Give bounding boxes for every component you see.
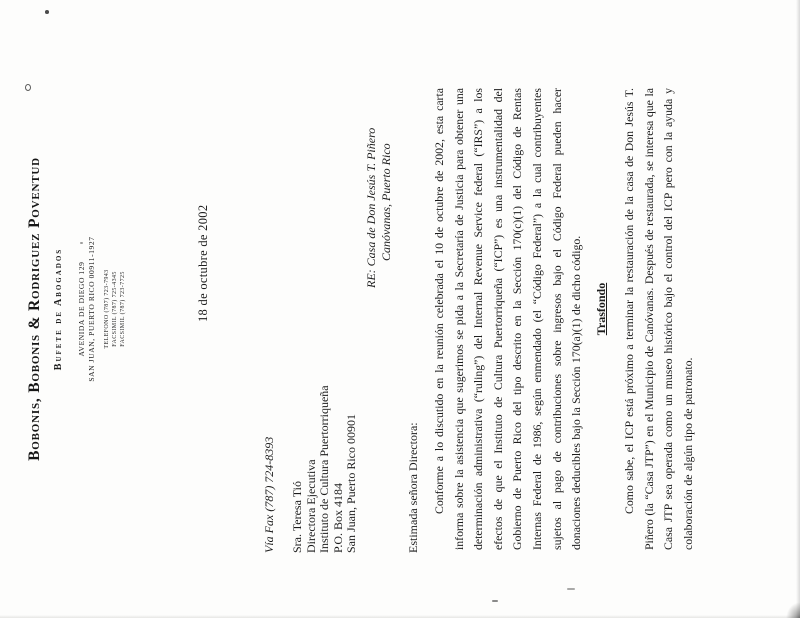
recipient-address-block: [291, 385, 359, 553]
letterhead-telephone-line: TELEFONO (787) 723-7943: [104, 269, 110, 349]
letterhead-address-line-2: SAN JUAN, PUERTO RICO 00911-1927: [86, 236, 96, 382]
salutation: Estimada señora Directora:: [406, 422, 420, 553]
letterhead-subtitle: Bufete de Abogados: [53, 247, 64, 371]
letterhead-facsimile-line-2: FACSIMIL (787) 723-7725: [120, 271, 126, 347]
scan-corner-smudge: [786, 602, 800, 618]
recipient-city-line: San Juan, Puerto Rico 00901: [344, 414, 358, 553]
recipient-organization: Instituto de Cultura Puertorriqueña: [317, 385, 331, 553]
letterhead-address-line-1: AVENIDA DE DIEGO 129: [77, 261, 86, 357]
letterhead: [26, 0, 127, 618]
scan-artifact-ring: [25, 84, 31, 91]
scan-artifact-dash: [567, 588, 575, 590]
recipient-title: Directora Ejecutiva: [303, 459, 318, 553]
via-fax-line: Vía Fax (787) 724-8393: [262, 436, 276, 553]
re-subject-line-1: RE: Casa de Don Jesús T. Piñero: [364, 127, 378, 288]
section-heading-trasfondo: Trasfondo: [594, 282, 608, 336]
body-paragraph-2: Como sabe, el ICP está próximo a terminar la restauración de la casa de Don Jesús T. Piñero (la “Casa JTP”) en el Municipio de Canóvanas. Después de restaurada, se interesa que la Casa JTP sea operada como un museo histórico bajo el control del ICP pero con la ayuda y colaboración de algún tipo de patronato.: [622, 88, 695, 550]
letterhead-facsimile-line-1: FACSIMIL (787) 725-4345: [112, 271, 118, 347]
re-subject-block: [364, 128, 393, 288]
scan-edge-shadow-right: [796, 0, 800, 618]
recipient-po-box: P.O. Box 4184: [330, 482, 345, 553]
re-subject-line-2: Canóvanas, Puerto Rico: [378, 143, 393, 261]
scan-artifact-dash: [492, 600, 498, 602]
letterhead-firm-name: Bobonis, Bobonis & Rodriguez Poventud: [26, 157, 43, 461]
scan-artifact-dot: [45, 10, 49, 14]
date-line: 18 de octubre de 2002: [196, 204, 210, 322]
scan-artifact-speck: [80, 242, 83, 244]
letterhead-phone-block: [103, 0, 127, 618]
body-paragraph-1: Conforme a lo discutido en la reunión celebrada el 10 de octubre de 2002, esta carta informa sobre la asistencia que sugerimos se pida a la Secretaría de Justicia para obtener una determinación administrativa (“ruling”) del Internal Revenue Service federal (“IRS”) a los efectos de que el Instituto de Cultura Puertorriqueña (“ICP”) es una instrumentalidad del Gobierno de Puerto Rico del tipo descrito en la Sección 170(c)(1) del Código de Rentas Internas Federal de 1986, según enmendado (el “Código Federal”) a la cual contribuyentes sujetos al pago de contribuciones sobre ingresos bajo el Código Federal pueden hacer donaciones deducibles bajo la Sección 170(a)(1) de dicho código.: [432, 88, 584, 550]
recipient-name: Sra. Teresa Tió: [290, 481, 304, 553]
